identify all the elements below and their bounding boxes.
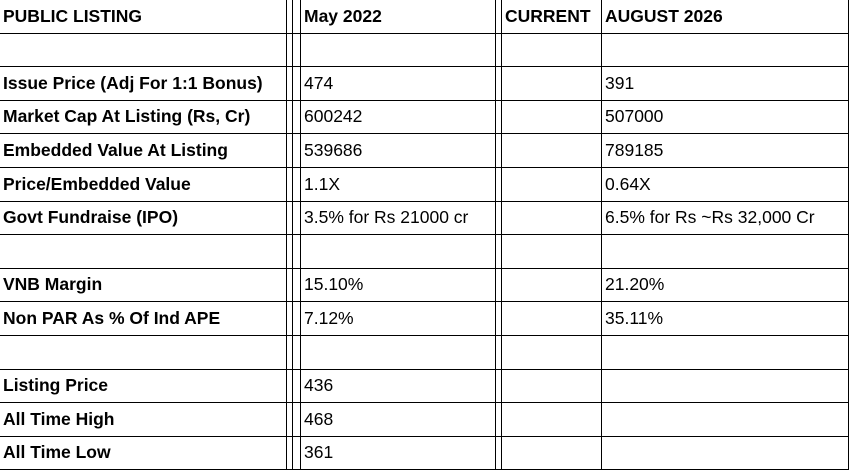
august-2026-value-cell[interactable]: [602, 33, 849, 67]
spacer-cell[interactable]: [293, 100, 301, 134]
may-2022-value-cell[interactable]: 15.10%: [301, 268, 496, 302]
august-2026-value-cell[interactable]: [602, 403, 849, 437]
row-label-cell[interactable]: Non PAR As % Of Ind APE: [0, 302, 287, 336]
may-2022-value-cell[interactable]: 468: [301, 403, 496, 437]
spacer-cell[interactable]: [293, 33, 301, 67]
table-row: [0, 167, 849, 201]
spacer-cell[interactable]: [293, 0, 301, 33]
header-cell-august-2026[interactable]: AUGUST 2026: [602, 0, 849, 33]
current-value-cell[interactable]: [502, 268, 602, 302]
current-value-cell[interactable]: [502, 134, 602, 168]
august-2026-value-cell[interactable]: 6.5% for Rs ~Rs 32,000 Cr: [602, 201, 849, 235]
august-2026-value-cell[interactable]: [602, 436, 849, 470]
row-label-cell[interactable]: [0, 33, 287, 67]
may-2022-value-cell[interactable]: 361: [301, 436, 496, 470]
august-2026-value-cell[interactable]: [602, 335, 849, 369]
table-row: [0, 403, 849, 437]
may-2022-value-cell[interactable]: 539686: [301, 134, 496, 168]
current-value-cell[interactable]: [502, 100, 602, 134]
spacer-cell[interactable]: [293, 201, 301, 235]
spacer-cell[interactable]: [293, 302, 301, 336]
current-value-cell[interactable]: [502, 335, 602, 369]
row-label-cell[interactable]: [0, 335, 287, 369]
row-label-cell[interactable]: VNB Margin: [0, 268, 287, 302]
current-value-cell[interactable]: [502, 33, 602, 67]
current-value-cell[interactable]: [502, 67, 602, 101]
current-value-cell[interactable]: [502, 436, 602, 470]
row-label-cell[interactable]: Embedded Value At Listing: [0, 134, 287, 168]
august-2026-value-cell[interactable]: 21.20%: [602, 268, 849, 302]
row-label-cell[interactable]: Govt Fundraise (IPO): [0, 201, 287, 235]
august-2026-value-cell[interactable]: [602, 369, 849, 403]
row-label-cell[interactable]: All Time Low: [0, 436, 287, 470]
may-2022-value-cell[interactable]: 1.1X: [301, 167, 496, 201]
row-label-cell[interactable]: [0, 235, 287, 269]
header-row: [0, 0, 849, 33]
row-label-cell[interactable]: Price/Embedded Value: [0, 167, 287, 201]
header-cell-public-listing[interactable]: PUBLIC LISTING: [0, 0, 287, 33]
row-label-cell[interactable]: All Time High: [0, 403, 287, 437]
current-value-cell[interactable]: [502, 201, 602, 235]
spacer-cell[interactable]: [293, 167, 301, 201]
current-value-cell[interactable]: [502, 235, 602, 269]
current-value-cell[interactable]: [502, 302, 602, 336]
spacer-cell[interactable]: [293, 369, 301, 403]
table-row: [0, 67, 849, 101]
august-2026-value-cell[interactable]: 507000: [602, 100, 849, 134]
table-row: [0, 335, 849, 369]
may-2022-value-cell[interactable]: 436: [301, 369, 496, 403]
spacer-cell[interactable]: [293, 335, 301, 369]
august-2026-value-cell[interactable]: 35.11%: [602, 302, 849, 336]
header-cell-may-2022[interactable]: May 2022: [301, 0, 496, 33]
spacer-cell[interactable]: [293, 268, 301, 302]
august-2026-value-cell[interactable]: 789185: [602, 134, 849, 168]
spacer-cell[interactable]: [293, 436, 301, 470]
table-row: [0, 268, 849, 302]
table-row: [0, 201, 849, 235]
may-2022-value-cell[interactable]: [301, 235, 496, 269]
august-2026-value-cell[interactable]: [602, 235, 849, 269]
current-value-cell[interactable]: [502, 369, 602, 403]
spacer-cell[interactable]: [293, 67, 301, 101]
row-label-cell[interactable]: Market Cap At Listing (Rs, Cr): [0, 100, 287, 134]
table-row: [0, 302, 849, 336]
table-row: [0, 134, 849, 168]
may-2022-value-cell[interactable]: 474: [301, 67, 496, 101]
current-value-cell[interactable]: [502, 167, 602, 201]
may-2022-value-cell[interactable]: 600242: [301, 100, 496, 134]
may-2022-value-cell[interactable]: 7.12%: [301, 302, 496, 336]
spacer-cell[interactable]: [293, 134, 301, 168]
may-2022-value-cell[interactable]: 3.5% for Rs 21000 cr: [301, 201, 496, 235]
august-2026-value-cell[interactable]: 391: [602, 67, 849, 101]
table-row: [0, 235, 849, 269]
header-cell-current[interactable]: CURRENT: [502, 0, 602, 33]
spacer-cell[interactable]: [293, 235, 301, 269]
row-label-cell[interactable]: Listing Price: [0, 369, 287, 403]
may-2022-value-cell[interactable]: [301, 335, 496, 369]
table-row: [0, 33, 849, 67]
august-2026-value-cell[interactable]: 0.64X: [602, 167, 849, 201]
row-label-cell[interactable]: Issue Price (Adj For 1:1 Bonus): [0, 67, 287, 101]
current-value-cell[interactable]: [502, 403, 602, 437]
spacer-cell[interactable]: [293, 403, 301, 437]
table-row: [0, 369, 849, 403]
may-2022-value-cell[interactable]: [301, 33, 496, 67]
table-row: [0, 436, 849, 470]
table-row: [0, 100, 849, 134]
